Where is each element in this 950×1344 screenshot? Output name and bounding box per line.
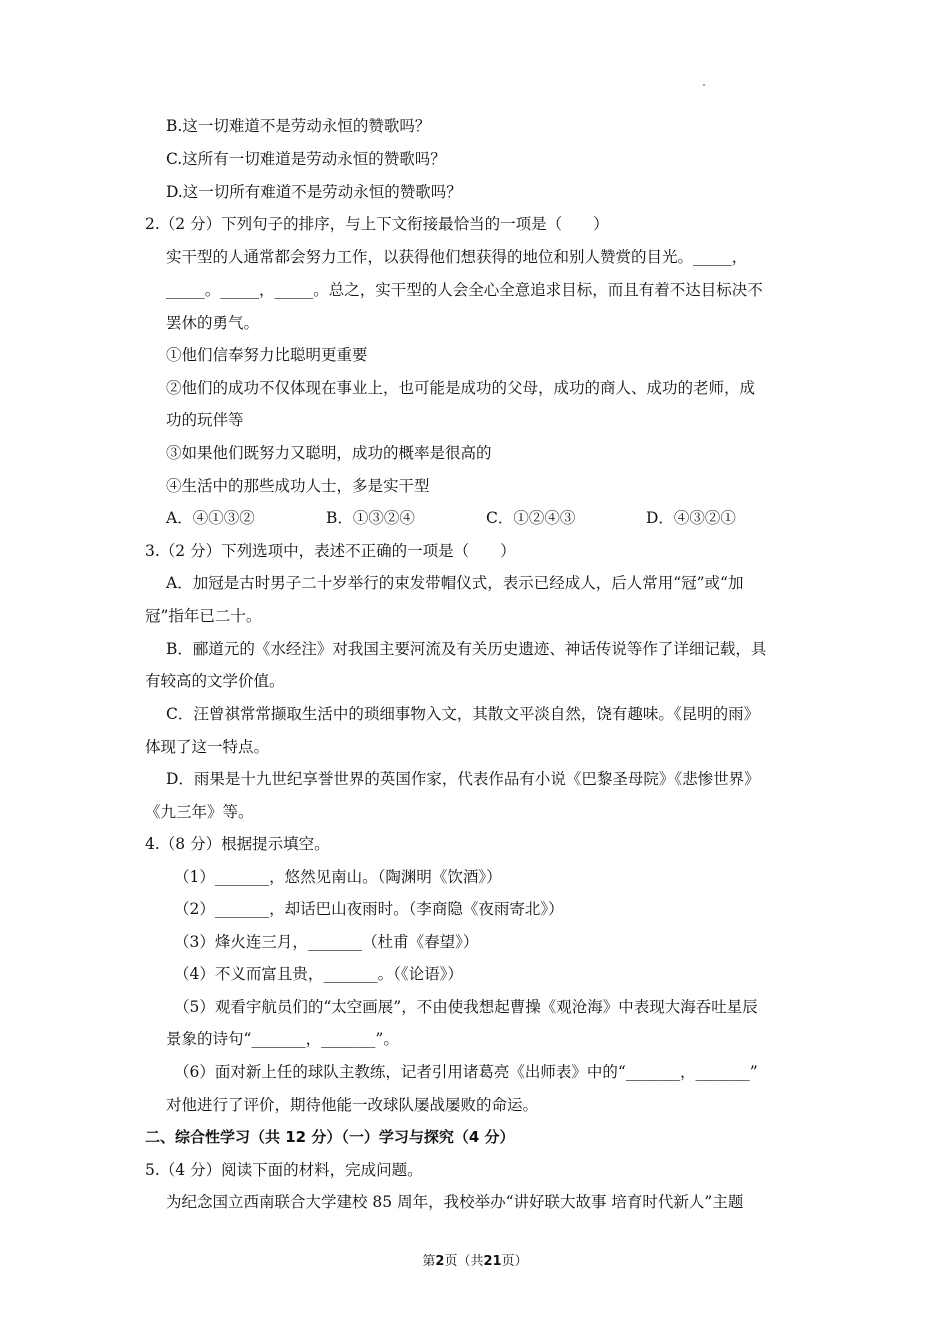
q4-item-6: （6）面对新上任的球队主教练，记者引用诸葛亮《出师表》中的“_______，_______” [174, 1063, 758, 1081]
q4-item-4: （4）不义而富且贵，_______。（《论语》） [174, 965, 463, 983]
q4-item-2: （2）_______，却话巴山夜雨时。（李商隐《夜雨寄北》） [174, 900, 564, 918]
q5-passage-line-1: 为纪念国立西南联合大学建校 85 周年，我校举办“讲好联大故事 培育时代新人”主题 [166, 1193, 744, 1211]
q4-item-3: （3）烽火连三月，_______（杜甫《春望》） [174, 933, 479, 951]
q3-option-a-cont: 冠”指年已二十。 [145, 607, 262, 625]
q2-option-a: A．④①③② [166, 509, 255, 527]
q2-passage-line-3: 罢休的勇气。 [166, 314, 260, 332]
q4-item-5: （5）观看宇航员们的“太空画展”，不由使我想起曹操《观沧海》中表现大海吞吐星辰 [174, 998, 758, 1016]
scan-dot [703, 84, 705, 86]
q3-option-b-cont: 有较高的文学价值。 [145, 672, 285, 690]
q2-sentence-2-cont: 功的玩伴等 [166, 411, 244, 429]
q3-option-d: D．雨果是十九世纪享誉世界的英国作家，代表作品有小说《巴黎圣母院》《悲惨世界》 [166, 770, 760, 788]
q2-sentence-2: ②他们的成功不仅体现在事业上，也可能是成功的父母，成功的商人、成功的老师，成 [166, 379, 756, 397]
footer-page-number: 2 [435, 1254, 445, 1269]
footer-pre: 第 [422, 1254, 436, 1269]
q1-option-d: D.这一切所有难道不是劳动永恒的赞歌吗？ [166, 183, 462, 201]
q2-option-c: C．①②④③ [486, 509, 576, 527]
page-footer [0, 1250, 950, 1269]
question-2: 2.（2 分）下列句子的排序，与上下文衔接最恰当的一项是（ ） [145, 215, 609, 233]
q3-option-c-cont: 体现了这一特点。 [145, 738, 270, 756]
question-3: 3.（2 分）下列选项中，表述不正确的一项是（ ） [145, 542, 516, 560]
footer-mid: 页（共 [444, 1254, 484, 1269]
section-2-heading: 二、综合性学习（共 12 分）（一）学习与探究（4 分） [145, 1128, 515, 1146]
footer-post: 页） [501, 1254, 528, 1269]
q1-option-c: C.这所有一切难道是劳动永恒的赞歌吗？ [166, 150, 446, 168]
q3-option-b: B．郦道元的《水经注》对我国主要河流及有关历史遗迹、神话传说等作了详细记载，具 [166, 640, 767, 658]
q3-option-a: A．加冠是古时男子二十岁举行的束发带帽仪式，表示已经成人，后人常用“冠”或“加 [166, 574, 744, 592]
q2-options [166, 508, 736, 528]
question-4: 4.（8 分）根据提示填空。 [145, 835, 330, 853]
q2-passage-line-1: 实干型的人通常都会努力工作，以获得他们想获得的地位和别人赞赏的目光。_____， [166, 248, 748, 266]
q2-sentence-1: ①他们信奉努力比聪明更重要 [166, 346, 368, 364]
q3-option-c: C．汪曾祺常常撷取生活中的琐细事物入文，其散文平淡自然，饶有趣味。《昆明的雨》 [166, 705, 760, 723]
q4-item-6-cont: 对他进行了评价，期待他能一改球队屡战屡败的命运。 [166, 1096, 539, 1114]
q2-passage-line-2: _____。_____，_____。总之，实干型的人会全心全意追求目标，而且有着不达目标决不 [166, 281, 763, 299]
footer-total-pages: 21 [483, 1254, 502, 1269]
q2-sentence-3: ③如果他们既努力又聪明，成功的概率是很高的 [166, 444, 492, 462]
q3-option-d-cont: 《九三年》等。 [145, 803, 254, 821]
q1-option-b: B.这一切难道不是劳动永恒的赞歌吗？ [166, 117, 431, 135]
q2-option-b: B．①③②④ [326, 509, 415, 527]
q2-sentence-4: ④生活中的那些成功人士，多是实干型 [166, 477, 430, 495]
q4-item-5-cont: 景象的诗句“_______，_______”。 [166, 1030, 399, 1048]
q4-item-1: （1）_______，悠然见南山。（陶渊明《饮酒》） [174, 868, 502, 886]
q2-option-d: D．④③②① [646, 509, 736, 527]
question-5: 5.（4 分）阅读下面的材料，完成问题。 [145, 1161, 423, 1179]
